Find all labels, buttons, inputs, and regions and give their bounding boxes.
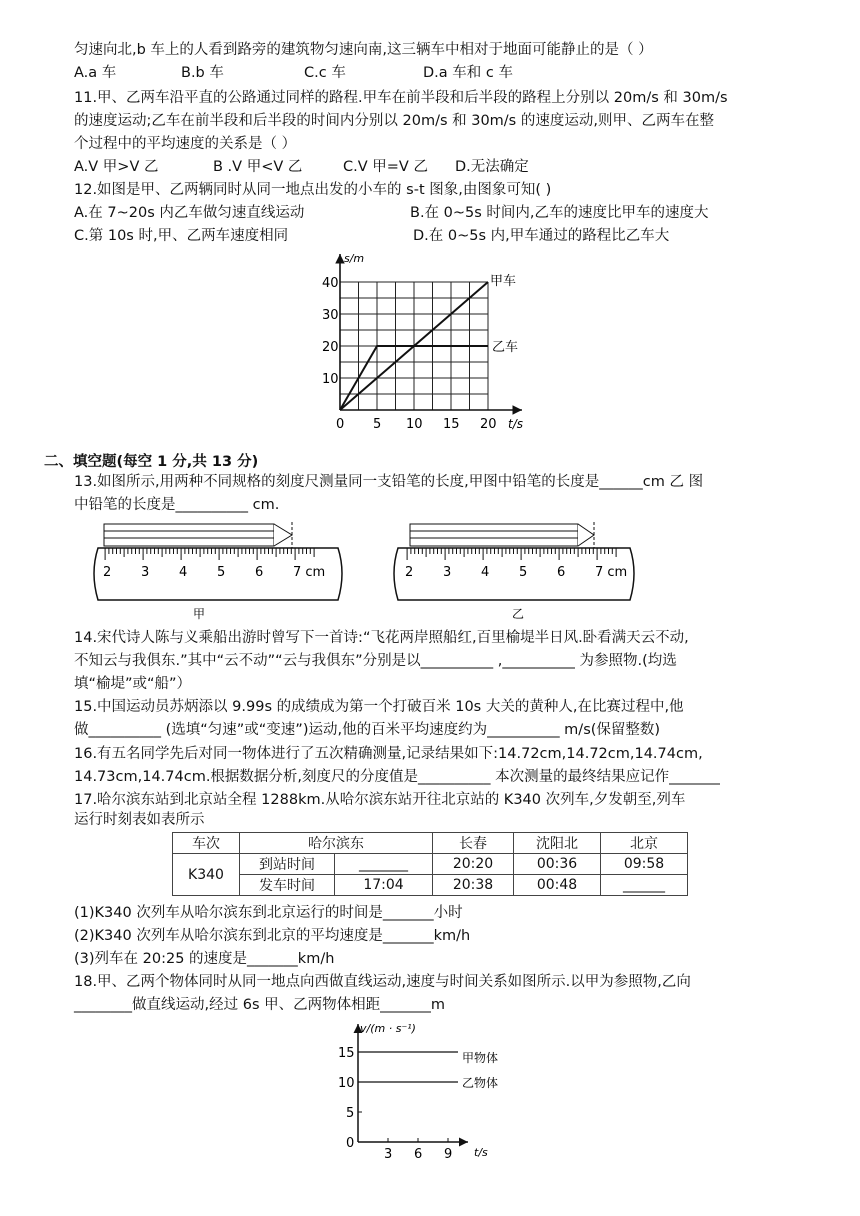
table-row <box>173 833 688 854</box>
q18-line-2: ________做直线运动,经过 6s 甲、乙两物体相距_______m <box>74 997 445 1013</box>
q17-line-2: 运行时刻表如表所示 <box>74 812 205 828</box>
q14-line-3: 填“榆堤”或“船”） <box>74 676 192 692</box>
section-2-title: 二、填空题(每空 1 分,共 13 分) <box>44 454 259 470</box>
q16-line-1: 16.有五名同学先后对同一物体进行了五次精确测量,记录结果如下:14.72cm,14.72cm,14.74cm, <box>74 746 703 762</box>
vt-graph <box>330 1018 530 1166</box>
ruler-jia-caption: 甲 <box>193 607 206 621</box>
q15-line-2: 做__________ (选填“匀速”或“变速”)运动,他的百米平均速度约为__________ m/s(保留整数) <box>74 722 661 738</box>
q11-option-b: B .V 甲<V 乙 <box>213 159 303 175</box>
q12-option-b: B.在 0~5s 时间内,乙车的速度比甲车的速度大 <box>410 205 709 221</box>
ruler-tick-label: 3 <box>141 565 150 580</box>
q13-line-1: 13.如图所示,用两种不同规格的刻度尺测量同一支铅笔的长度,甲图中铅笔的长度是______cm 乙 图 <box>74 474 704 490</box>
vt-graph-label-yi: 乙物体 <box>462 1076 499 1090</box>
q14-line-2: 不知云与我俱东.”其中“云不动”“云与我俱东”分别是以__________ ,__________ 为参照物.(均选 <box>74 653 677 669</box>
pencil-yi <box>410 524 594 546</box>
x-tick-label: 20 <box>480 417 497 432</box>
q17-line-1: 17.哈尔滨东站到北京站全程 1288km.从哈尔滨东站开往北京站的 K340 次列车,夕发朝至,列车 <box>74 792 686 808</box>
x-tick-label: 0 <box>336 417 345 432</box>
q10-option-b: B.b 车 <box>181 65 224 81</box>
q12-option-d: D.在 0~5s 内,甲车通过的路程比乙车大 <box>413 228 670 244</box>
ruler-yi <box>394 522 634 621</box>
st-graph-ylabel: s/m <box>344 252 365 265</box>
table-header: 长春 <box>433 833 514 854</box>
table-header: 哈尔滨东 <box>240 833 433 854</box>
ruler-tick-label: 5 <box>519 565 528 580</box>
table-header: 北京 <box>601 833 688 854</box>
ruler-tick-label: 6 <box>557 565 566 580</box>
q17-sub-3: (3)列车在 20:25 的速度是_______km/h <box>74 951 335 967</box>
pencil-jia <box>104 524 292 546</box>
ruler-tick-label: 7 cm <box>293 565 326 580</box>
q15-line-1: 15.中国运动员苏炳添以 9.99s 的成绩成为第一个打破百米 10s 大关的黄种人,在比赛过程中,他 <box>74 699 684 715</box>
q16-line-2: 14.73cm,14.74cm.根据数据分析,刻度尺的分度值是__________ 本次测量的最终结果应记作_______ <box>74 769 720 785</box>
table-header: 沈阳北 <box>514 833 601 854</box>
y-tick-label: 0 <box>346 1136 355 1151</box>
q13-line-2: 中铅笔的长度是__________ cm. <box>74 497 280 513</box>
ruler-jia <box>94 522 342 621</box>
y-tick-label: 5 <box>346 1106 355 1121</box>
q11-line-3: 个过程中的平均速度的关系是（ ） <box>74 136 297 152</box>
y-tick-label: 30 <box>322 308 339 323</box>
ruler-tick-label: 5 <box>217 565 226 580</box>
y-tick-label: 10 <box>338 1076 355 1091</box>
y-tick-label: 20 <box>322 340 339 355</box>
x-tick-label: 3 <box>384 1147 393 1162</box>
ruler-tick-label: 2 <box>405 565 414 580</box>
q11-line-2: 的速度运动;乙车在前半段和后半段的时间内分别以 20m/s 和 30m/s 的速度运动,则甲、乙两车在整 <box>74 113 714 129</box>
table-cell: 20:20 <box>433 854 514 875</box>
x-tick-label: 10 <box>406 417 423 432</box>
y-tick-label: 15 <box>338 1046 355 1061</box>
q12-option-c: C.第 10s 时,甲、乙两车速度相同 <box>74 228 289 244</box>
st-graph-xlabel: t/s <box>508 417 523 431</box>
ruler-tick-label: 2 <box>103 565 112 580</box>
q18-line-1: 18.甲、乙两个物体同时从同一地点向西做直线运动,速度与时间关系如图所示.以甲为参照物,乙向 <box>74 974 691 990</box>
q11-line-1: 11.甲、乙两车沿平直的公路通过同样的路程.甲车在前半段和后半段的路程上分别以 20m/s 和 30m/s <box>74 90 728 106</box>
q11-option-d: D.无法确定 <box>455 159 529 175</box>
ruler-tick-label: 4 <box>481 565 490 580</box>
table-cell: 到站时间 <box>240 854 335 875</box>
st-graph-label-yi: 乙车 <box>492 340 519 355</box>
q17-sub-2: (2)K340 次列车从哈尔滨东到北京的平均速度是_______km/h <box>74 928 471 944</box>
q12-option-a: A.在 7~20s 内乙车做匀速直线运动 <box>74 205 305 221</box>
table-cell: 00:48 <box>514 875 601 896</box>
q17-sub-1: (1)K340 次列车从哈尔滨东到北京运行的时间是_______小时 <box>74 905 463 921</box>
q11-option-a: A.V 甲>V 乙 <box>74 159 159 175</box>
x-tick-label: 9 <box>444 1147 453 1162</box>
ruler-yi-caption: 乙 <box>512 607 525 621</box>
q12-stem: 12.如图是甲、乙两辆同时从同一地点出发的小车的 s-t 图象,由图象可知( ) <box>74 182 552 198</box>
vt-graph-label-jia: 甲物体 <box>462 1051 499 1065</box>
st-graph-label-jia: 甲车 <box>490 274 517 289</box>
q11-option-c: C.V 甲=V 乙 <box>343 159 428 175</box>
table-row <box>173 854 688 875</box>
vt-graph-ylabel: v/(m · s⁻¹) <box>360 1022 416 1035</box>
ruler-tick-label: 3 <box>443 565 452 580</box>
x-tick-label: 15 <box>443 417 460 432</box>
train-timetable <box>172 832 688 896</box>
table-cell: 发车时间 <box>240 875 335 896</box>
q10-option-d: D.a 车和 c 车 <box>423 65 513 81</box>
table-cell: 09:58 <box>601 854 688 875</box>
ruler-figures <box>80 518 640 622</box>
y-tick-label: 40 <box>322 276 339 291</box>
q10-text: 匀速向北,b 车上的人看到路旁的建筑物匀速向南,这三辆车中相对于地面可能静止的是（ ） <box>74 42 653 58</box>
table-cell: 17:04 <box>335 875 433 896</box>
q10-option-c: C.c 车 <box>304 65 346 81</box>
ruler-tick-label: 7 cm <box>595 565 628 580</box>
ruler-tick-label: 4 <box>179 565 188 580</box>
table-row <box>173 875 688 896</box>
table-cell: 00:36 <box>514 854 601 875</box>
st-graph <box>300 250 540 435</box>
train-number: K340 <box>173 854 240 896</box>
table-cell: _______ <box>335 854 433 875</box>
vt-graph-xlabel: t/s <box>474 1146 488 1159</box>
x-tick-label: 5 <box>373 417 382 432</box>
x-tick-label: 6 <box>414 1147 423 1162</box>
ruler-tick-label: 6 <box>255 565 264 580</box>
q14-line-1: 14.宋代诗人陈与义乘船出游时曾写下一首诗:“飞花两岸照船红,百里榆堤半日风.卧看满天云不动, <box>74 630 689 646</box>
table-cell: 20:38 <box>433 875 514 896</box>
y-tick-label: 10 <box>322 372 339 387</box>
table-cell: ______ <box>601 875 688 896</box>
table-header: 车次 <box>173 833 240 854</box>
q10-option-a: A.a 车 <box>74 65 117 81</box>
